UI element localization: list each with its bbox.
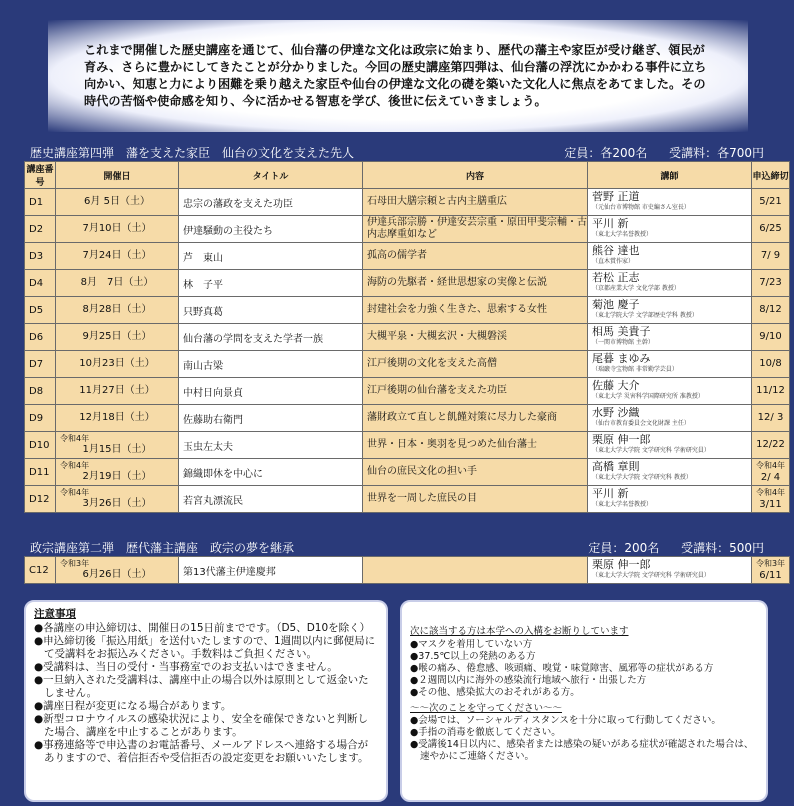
course-title: 仙台藩の学問を支えた学者一族 — [179, 324, 363, 351]
course-date — [56, 378, 179, 405]
lecturer-name: 平川 新 — [592, 487, 629, 500]
section2-fee: 受講料：500円 — [681, 540, 764, 555]
course-date — [56, 270, 179, 297]
course-no: D10 — [25, 432, 56, 459]
course-content: 伊達兵部宗勝・伊達安芸宗重・原田甲斐宗輔・古内志摩重如など — [363, 216, 588, 243]
course-title: 南山古梁 — [179, 351, 363, 378]
course-date — [56, 189, 179, 216]
course-content: 仙台の庶民文化の担い手 — [363, 459, 588, 486]
course-date-text: 8月28日（土） — [82, 304, 152, 315]
lecturer-affiliation: （東北大学名誉教授） — [592, 501, 653, 508]
bullet-icon: ● — [410, 675, 419, 686]
course-lecturer — [588, 189, 752, 216]
list-item — [410, 675, 758, 687]
table-row — [25, 243, 790, 270]
course-lecturer — [588, 351, 752, 378]
table-row — [25, 557, 790, 584]
course-content: 封建社会を力強く生きた、思索する女性 — [363, 297, 588, 324]
lecturer-name: 平川 新 — [592, 217, 629, 230]
course-date-text: 2月19日（土） — [82, 471, 152, 482]
course-lecturer — [588, 459, 752, 486]
course-date-text: 7月10日（土） — [82, 223, 152, 234]
deadline-date: 2/ 4 — [760, 472, 781, 483]
course-date — [56, 459, 179, 486]
bullet-icon: ● — [410, 651, 419, 662]
course-deadline — [752, 432, 790, 459]
course-lecturer — [588, 432, 752, 459]
course-date — [56, 297, 179, 324]
bullet-icon: ● — [410, 687, 419, 698]
deadline-date: 10/8 — [759, 358, 782, 369]
list-item — [34, 661, 378, 674]
course-deadline — [752, 486, 790, 513]
course-deadline — [752, 243, 790, 270]
schedule-table — [24, 161, 790, 513]
lecturer-name: 佐藤 大介 — [592, 379, 640, 392]
course-date-text: 11月27日（土） — [79, 385, 155, 396]
deadline-date: 9/10 — [759, 331, 782, 342]
lecturer-affiliation: （京都産業大学 文化学部 教授） — [592, 285, 680, 292]
course-date-text: 6月26日（土） — [82, 569, 152, 580]
list-item-text: 手指の消毒を徹底してください。 — [418, 727, 561, 738]
list-item — [410, 715, 758, 727]
course-date — [56, 432, 179, 459]
lecturer-name: 相馬 美貴子 — [592, 325, 651, 338]
list-item-text: 一旦納入された受講料は、講座中止の場合以外は原則として返金いたしません。 — [43, 674, 369, 699]
course-no: D9 — [25, 405, 56, 432]
list-item-text: 申込締切後「振込用紙」を送付いたしますので、1週間以内に郵便局にて受講料をお振込みください。手数料はご負担ください。 — [43, 635, 376, 660]
list-item — [410, 639, 758, 651]
deadline-era: 令和3年 — [755, 559, 786, 568]
section1-header — [24, 143, 770, 161]
course-title: 伊達騒動の主役たち — [179, 216, 363, 243]
lecturer-affiliation: （直木賞作家） — [592, 258, 635, 265]
course-content: 世界を一周した庶民の目 — [363, 486, 588, 513]
table-row — [25, 297, 790, 324]
list-item — [34, 674, 378, 700]
list-item — [34, 700, 378, 713]
course-title: 第13代藩主伊達慶邦 — [179, 557, 363, 584]
covid-heading: 次に該当する方は本学への入構をお断りしています — [410, 626, 629, 637]
course-content: 海防の先駆者・経世思想家の実像と伝説 — [363, 270, 588, 297]
course-content: 江戸後期の文化を支えた高僧 — [363, 351, 588, 378]
deadline-date: 5/21 — [759, 196, 782, 207]
list-item — [410, 739, 758, 763]
list-item-text: その他、感染拡大のおそれがある方。 — [418, 687, 580, 698]
section2-title: 政宗講座第二弾 歴代藩主講座 政宗の夢を継承 — [30, 540, 295, 555]
bullet-icon: ● — [34, 739, 44, 751]
lecturer-name: 水野 沙織 — [592, 406, 640, 419]
lecturer-affiliation: （東北学院大学 文学部歴史学科 教授） — [592, 312, 698, 319]
course-title: 只野真葛 — [179, 297, 363, 324]
course-no: D11 — [25, 459, 56, 486]
course-lecturer — [588, 405, 752, 432]
lecturer-affiliation: （瑞巌寺宝物館 非常勤学芸員） — [592, 366, 678, 373]
table-row — [25, 405, 790, 432]
deadline-date: 7/ 9 — [760, 250, 781, 261]
list-item — [34, 713, 378, 739]
bullet-icon: ● — [34, 635, 44, 647]
course-deadline — [752, 405, 790, 432]
lecturer-affiliation: （東北大学大学院 文学研究科 学術研究員） — [592, 447, 710, 454]
bullet-icon: ● — [410, 639, 419, 650]
course-lecturer — [588, 557, 752, 584]
course-title: 忠宗の藩政を支えた功臣 — [179, 189, 363, 216]
course-deadline — [752, 270, 790, 297]
list-item-text: マスクを着用していない方 — [418, 639, 533, 650]
bullet-icon: ● — [410, 739, 419, 750]
course-deadline — [752, 378, 790, 405]
course-title: 玉虫左太夫 — [179, 432, 363, 459]
table-row — [25, 459, 790, 486]
lecturer-affiliation: （一関市博物館 主幹） — [592, 339, 654, 346]
course-content: 江戸後期の仙台藩を支えた功臣 — [363, 378, 588, 405]
list-item-text: 受講後14日以内に、感染者または感染の疑いがある症状が確認された場合は、速やかにご連絡ください。 — [418, 739, 754, 762]
list-item-text: 喉の痛み、倦怠感、咳頭痛、嗅覚・味覚障害、風邪等の症状がある方 — [418, 663, 714, 674]
course-lecturer — [588, 216, 752, 243]
deadline-date: 6/11 — [759, 570, 782, 581]
course-no: D6 — [25, 324, 56, 351]
table-row — [25, 378, 790, 405]
course-lecturer — [588, 378, 752, 405]
deadline-date: 11/12 — [756, 385, 785, 396]
course-no: D3 — [25, 243, 56, 270]
lecturer-name: 菅野 正道 — [592, 190, 640, 203]
section1-capacity: 定員：各200名 — [564, 145, 648, 160]
section2-header — [24, 538, 770, 556]
deadline-date: 7/23 — [759, 277, 782, 288]
course-no: D4 — [25, 270, 56, 297]
course-date — [56, 557, 179, 584]
course-date-text: 7月24日（土） — [82, 250, 152, 261]
lecturer-affiliation: （東北大学 災害科学国際研究所 准教授） — [592, 393, 704, 400]
course-content — [363, 557, 588, 584]
deadline-date: 12/ 3 — [757, 412, 784, 423]
lecturer-name: 高橋 章則 — [592, 460, 640, 473]
list-item — [410, 651, 758, 663]
lecturer-name: 熊谷 達也 — [592, 244, 640, 257]
lecturer-affiliation: （元仙台市博物館 市史編さん室長） — [592, 204, 690, 211]
bullet-icon: ● — [34, 674, 44, 686]
course-date — [56, 324, 179, 351]
intro-panel — [48, 20, 748, 132]
course-title: 錦織即休を中心に — [179, 459, 363, 486]
course-no: D12 — [25, 486, 56, 513]
course-no: C12 — [25, 557, 56, 584]
list-item-text: 事務連絡等で申込書のお電話番号、メールアドレスへ連絡する場合がありますので、着信拒否や受信拒否の設定変更をお願いいたします。 — [43, 739, 369, 764]
course-title: 中村日向景貞 — [179, 378, 363, 405]
course-title: 佐藤助右衛門 — [179, 405, 363, 432]
section1-title: 歴史講座第四弾 藩を支えた家臣 仙台の文化を支えた先人 — [30, 145, 355, 160]
header-lecturer: 講師 — [588, 162, 752, 189]
list-item-text: 会場では、ソーシャルディスタンスを十分に取って行動してください。 — [418, 715, 721, 726]
course-lecturer — [588, 324, 752, 351]
course-title: 林 子平 — [179, 270, 363, 297]
list-item — [410, 687, 758, 699]
header-content: 内容 — [363, 162, 588, 189]
header-title: タイトル — [179, 162, 363, 189]
list-item-text: 37.5℃以上の発熱のある方 — [418, 651, 536, 662]
header-no: 講座番号 — [25, 162, 56, 189]
course-date — [56, 486, 179, 513]
course-content: 石母田大膳宗頼と古内主膳重広 — [363, 189, 588, 216]
lecturer-name: 菊池 慶子 — [592, 298, 640, 311]
covid-rules — [410, 715, 758, 763]
course-lecturer — [588, 297, 752, 324]
bullet-icon: ● — [410, 727, 419, 738]
list-item-text: 新型コロナウイルスの感染状況により、安全を確保できないと判断した場合、講座を中止することがあります。 — [43, 713, 369, 738]
course-content: 孤高の儒学者 — [363, 243, 588, 270]
course-content: 大槻平泉・大槻玄沢・大槻磐渓 — [363, 324, 588, 351]
table-header-row — [25, 162, 790, 189]
course-title: 芦 東山 — [179, 243, 363, 270]
lecturer-affiliation: （東北大学大学院 文学研究科 教授） — [592, 474, 692, 481]
course-no: D8 — [25, 378, 56, 405]
course-no: D7 — [25, 351, 56, 378]
header-deadline: 申込締切 — [752, 162, 790, 189]
lecturer-affiliation: （東北大学大学院 文学研究科 学術研究員） — [592, 572, 710, 579]
table-row — [25, 216, 790, 243]
course-deadline — [752, 216, 790, 243]
bullet-icon: ● — [34, 700, 44, 712]
bullet-icon: ● — [34, 622, 44, 634]
list-item-text: 講座日程が変更になる場合があります。 — [43, 700, 232, 712]
covid-box — [400, 600, 768, 802]
course-no: D5 — [25, 297, 56, 324]
lecturer-name: 栗原 伸一郎 — [592, 558, 651, 571]
lecturer-name: 尾暮 まゆみ — [592, 352, 651, 365]
list-item-text: ２週間以内に海外の感染流行地域へ旅行・出張した方 — [418, 675, 647, 686]
intro-text: これまで開催した歴史講座を通じて、仙台藩の伊達な文化は政宗に始まり、歴代の藩主や家臣が受け継ぎ、領民が育み、さらに豊かにしてきたことが分かりました。今回の歴史講座第四弾は、仙台藩の浮沈にかかわる事件に立ち向かい、知恵と力により困難を乗り越えた家臣や仙台の伊達な文化の礎を築いた文化人に焦点をあてました。その時代の苦悩や使命感を知り、今に活かせる智恵を学び、後世に伝えていきましょう。 — [84, 43, 707, 108]
covid-list — [410, 639, 758, 699]
table-row — [25, 189, 790, 216]
course-date — [56, 405, 179, 432]
course-date-text: 12月18日（土） — [79, 412, 155, 423]
lecturer-affiliation: （東北大学名誉教授） — [592, 231, 653, 238]
course-date-text: 8月 7日（土） — [80, 277, 154, 288]
course-no: D1 — [25, 189, 56, 216]
deadline-date: 8/12 — [759, 304, 782, 315]
course-date — [56, 243, 179, 270]
deadline-era: 令和4年 — [755, 488, 786, 497]
course-date-text: 9月25日（土） — [82, 331, 152, 342]
course-date-era: 令和4年 — [60, 434, 90, 443]
section1-fee: 受講料：各700円 — [669, 145, 764, 160]
notes-box — [24, 600, 388, 802]
list-item-text: 各講座の申込締切は、開催日の15日前までです。（D5、D10を除く） — [43, 622, 371, 634]
list-item — [34, 635, 378, 661]
list-item — [34, 739, 378, 765]
course-deadline — [752, 557, 790, 584]
deadline-date: 3/11 — [759, 499, 782, 510]
course-deadline — [752, 189, 790, 216]
course-date — [56, 216, 179, 243]
table-row — [25, 270, 790, 297]
table-row — [25, 324, 790, 351]
header-date: 開催日 — [56, 162, 179, 189]
notes-list — [34, 622, 378, 765]
bullet-icon: ● — [410, 715, 419, 726]
course-date-text: 10月23日（土） — [79, 358, 155, 369]
bullet-icon: ● — [34, 713, 44, 725]
course-deadline — [752, 351, 790, 378]
course-content: 世界・日本・奥羽を見つめた仙台藩士 — [363, 432, 588, 459]
course-date-text: 3月26日（土） — [82, 498, 152, 509]
covid-subheading: ～～次のことを守ってください～～ — [410, 703, 563, 714]
table-row — [25, 432, 790, 459]
course-deadline — [752, 459, 790, 486]
course-date — [56, 351, 179, 378]
course-no: D2 — [25, 216, 56, 243]
course-lecturer — [588, 243, 752, 270]
course-lecturer — [588, 270, 752, 297]
course-date-text: 1月15日（土） — [82, 444, 152, 455]
lecturer-name: 栗原 伸一郎 — [592, 433, 651, 446]
lecturer-affiliation: （仙台市教育委員会文化財課 主任） — [592, 420, 690, 427]
course-deadline — [752, 297, 790, 324]
bullet-icon: ● — [34, 661, 44, 673]
schedule-table-2 — [24, 556, 790, 584]
list-item-text: 受講料は、当日の受付・当事務室でのお支払いはできません。 — [43, 661, 338, 673]
deadline-date: 6/25 — [759, 223, 782, 234]
list-item — [34, 622, 378, 635]
notes-heading: 注意事項 — [34, 608, 76, 620]
course-lecturer — [588, 486, 752, 513]
section2-capacity: 定員：200名 — [588, 540, 660, 555]
table-row — [25, 486, 790, 513]
course-date-era: 令和4年 — [60, 488, 90, 497]
deadline-date: 12/22 — [756, 439, 785, 450]
lecturer-name: 若松 正志 — [592, 271, 640, 284]
course-date-text: 6月 5日（土） — [84, 196, 150, 207]
course-deadline — [752, 324, 790, 351]
course-content: 藩財政立て直しと飢饉対策に尽力した豪商 — [363, 405, 588, 432]
deadline-era: 令和4年 — [755, 461, 786, 470]
course-title: 若宮丸漂流民 — [179, 486, 363, 513]
list-item — [410, 663, 758, 675]
bullet-icon: ● — [410, 663, 419, 674]
table-row — [25, 351, 790, 378]
course-date-era: 令和3年 — [60, 559, 90, 568]
list-item — [410, 727, 758, 739]
course-date-era: 令和4年 — [60, 461, 90, 470]
